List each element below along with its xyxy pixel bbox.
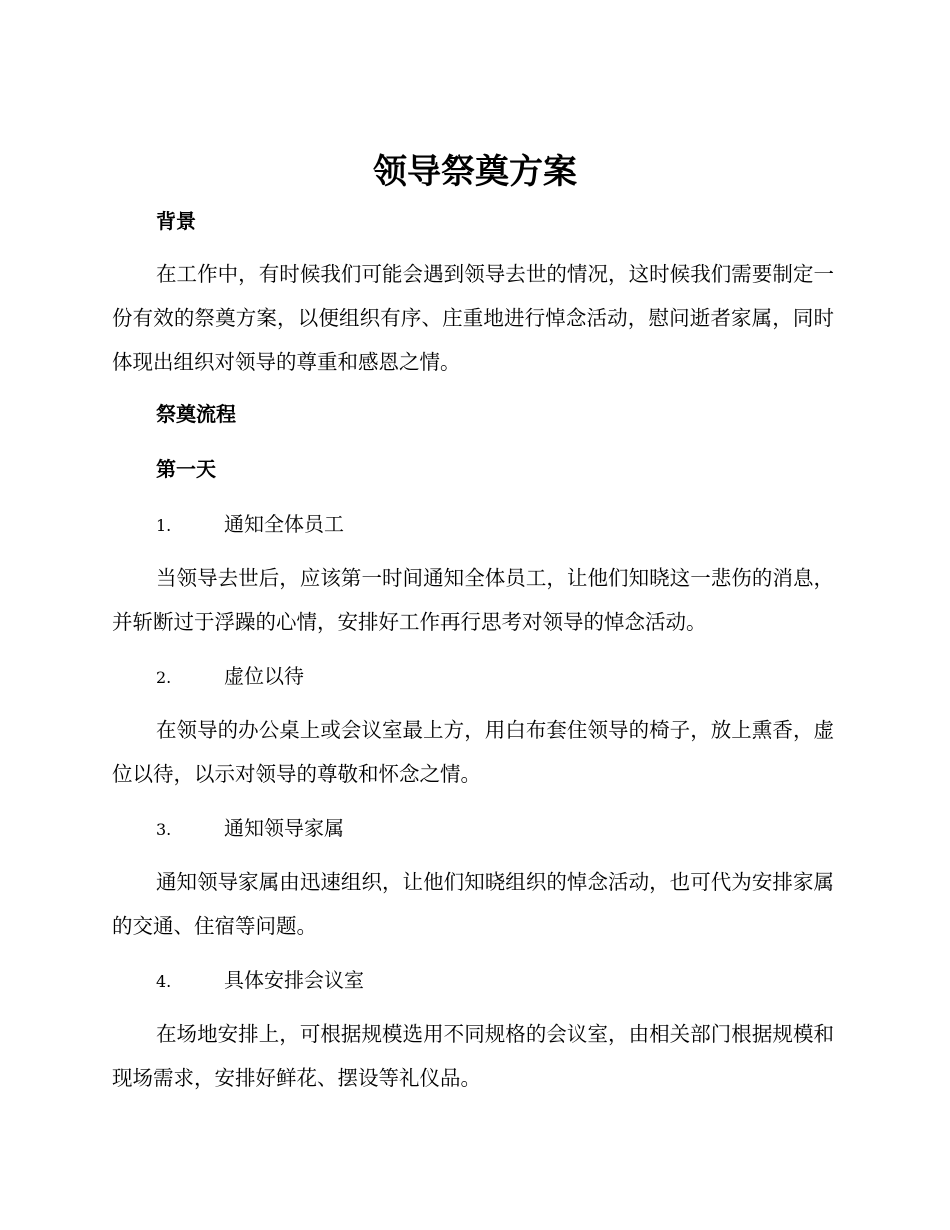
document-title: 领导祭奠方案	[373, 152, 577, 192]
list-item-paragraph: 通知领导家属由迅速组织，让他们知晓组织的悼念活动，也可代为安排家属的交通、住宿等问题。	[112, 870, 834, 938]
list-item-title: 具体安排会议室	[224, 968, 364, 992]
list-item-number: 4.	[156, 972, 172, 991]
list-item-paragraph: 在领导的办公桌上或会议室最上方，用白布套住领导的椅子，放上熏香，虚位以待，以示对领导的尊敬和怀念之情。	[112, 718, 834, 786]
list-item-paragraph: 在场地安排上，可根据规模选用不同规格的会议室，由相关部门根据规模和现场需求，安排好鲜花、摆设等礼仪品。	[112, 1022, 834, 1090]
list-item-title: 通知全体员工	[224, 512, 344, 536]
section-heading-background: 背景	[156, 209, 196, 233]
list-item	[156, 966, 364, 996]
list-item-title: 虚位以待	[224, 664, 304, 688]
background-paragraph: 在工作中，有时候我们可能会遇到领导去世的情况，这时候我们需要制定一份有效的祭奠方案，以便组织有序、庄重地进行悼念活动，慰问逝者家属，同时体现出组织对领导的尊重和感恩之情。	[112, 262, 834, 374]
list-item-number: 2.	[156, 668, 172, 687]
list-item	[156, 814, 344, 844]
list-item	[156, 662, 304, 692]
list-item-number: 3.	[156, 820, 172, 839]
section-heading-process: 祭奠流程	[156, 402, 236, 426]
list-item-number: 1.	[156, 516, 172, 535]
list-item-title: 通知领导家属	[224, 816, 344, 840]
list-item	[156, 510, 344, 540]
section-heading-day1: 第一天	[156, 457, 216, 481]
list-item-paragraph: 当领导去世后，应该第一时间通知全体员工，让他们知晓这一悲伤的消息，并斩断过于浮躁的心情，安排好工作再行思考对领导的悼念活动。	[112, 566, 834, 634]
